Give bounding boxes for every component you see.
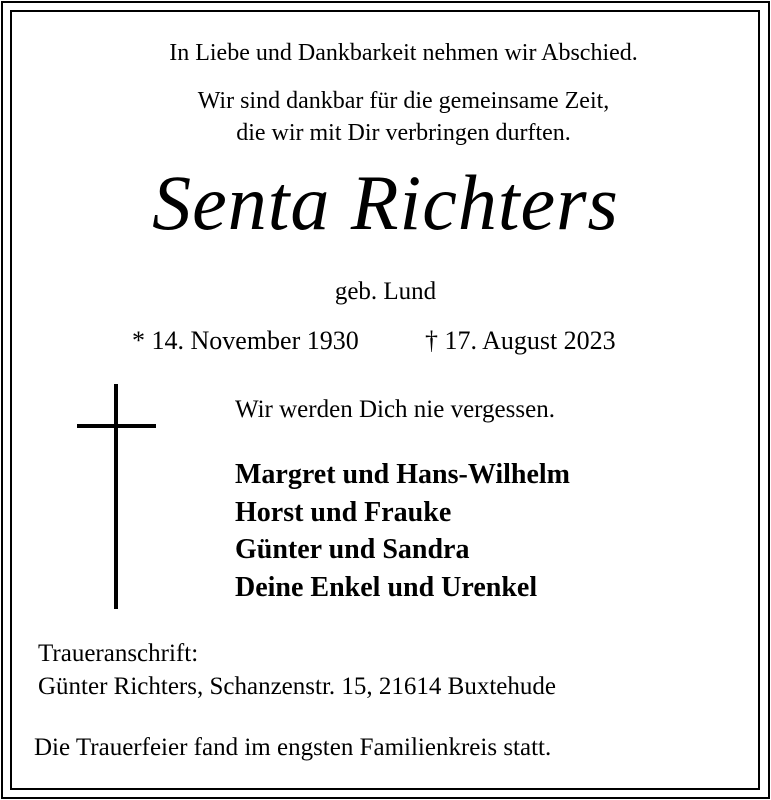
maiden-name: geb. Lund [334,278,437,305]
cross-vertical-bar [114,384,118,609]
mourning-address: Günter Richters, Schanzenstr. 15, 21614 Buxtehude [38,673,556,700]
family-member: Deine Enkel und Urenkel [235,571,538,603]
gratitude-text [36,85,771,149]
gratitude-line-2: die wir mit Dir verbringen durften. [236,120,571,146]
death-date: † 17. August 2023 [425,326,616,355]
cross-horizontal-bar [77,424,156,428]
never-forget-text: Wir werden Dich nie vergessen. [235,396,555,423]
funeral-note: Die Trauerfeier fand im engsten Familienkreis statt. [34,734,552,761]
address-label: Traueranschrift: [38,640,199,667]
deceased-name: Senta Richters [152,159,619,246]
intro-text: In Liebe und Dankbarkeit nehmen wir Abschied. [169,40,638,66]
birth-date: * 14. November 1930 [132,326,359,355]
family-list [235,456,570,606]
family-member: Günter und Sandra [235,534,470,565]
family-member: Horst und Frauke [235,496,452,528]
gratitude-line-1: Wir sind dankbar für die gemeinsame Zeit, [197,88,610,114]
family-member: Margret und Hans-Wilhelm [235,459,570,490]
